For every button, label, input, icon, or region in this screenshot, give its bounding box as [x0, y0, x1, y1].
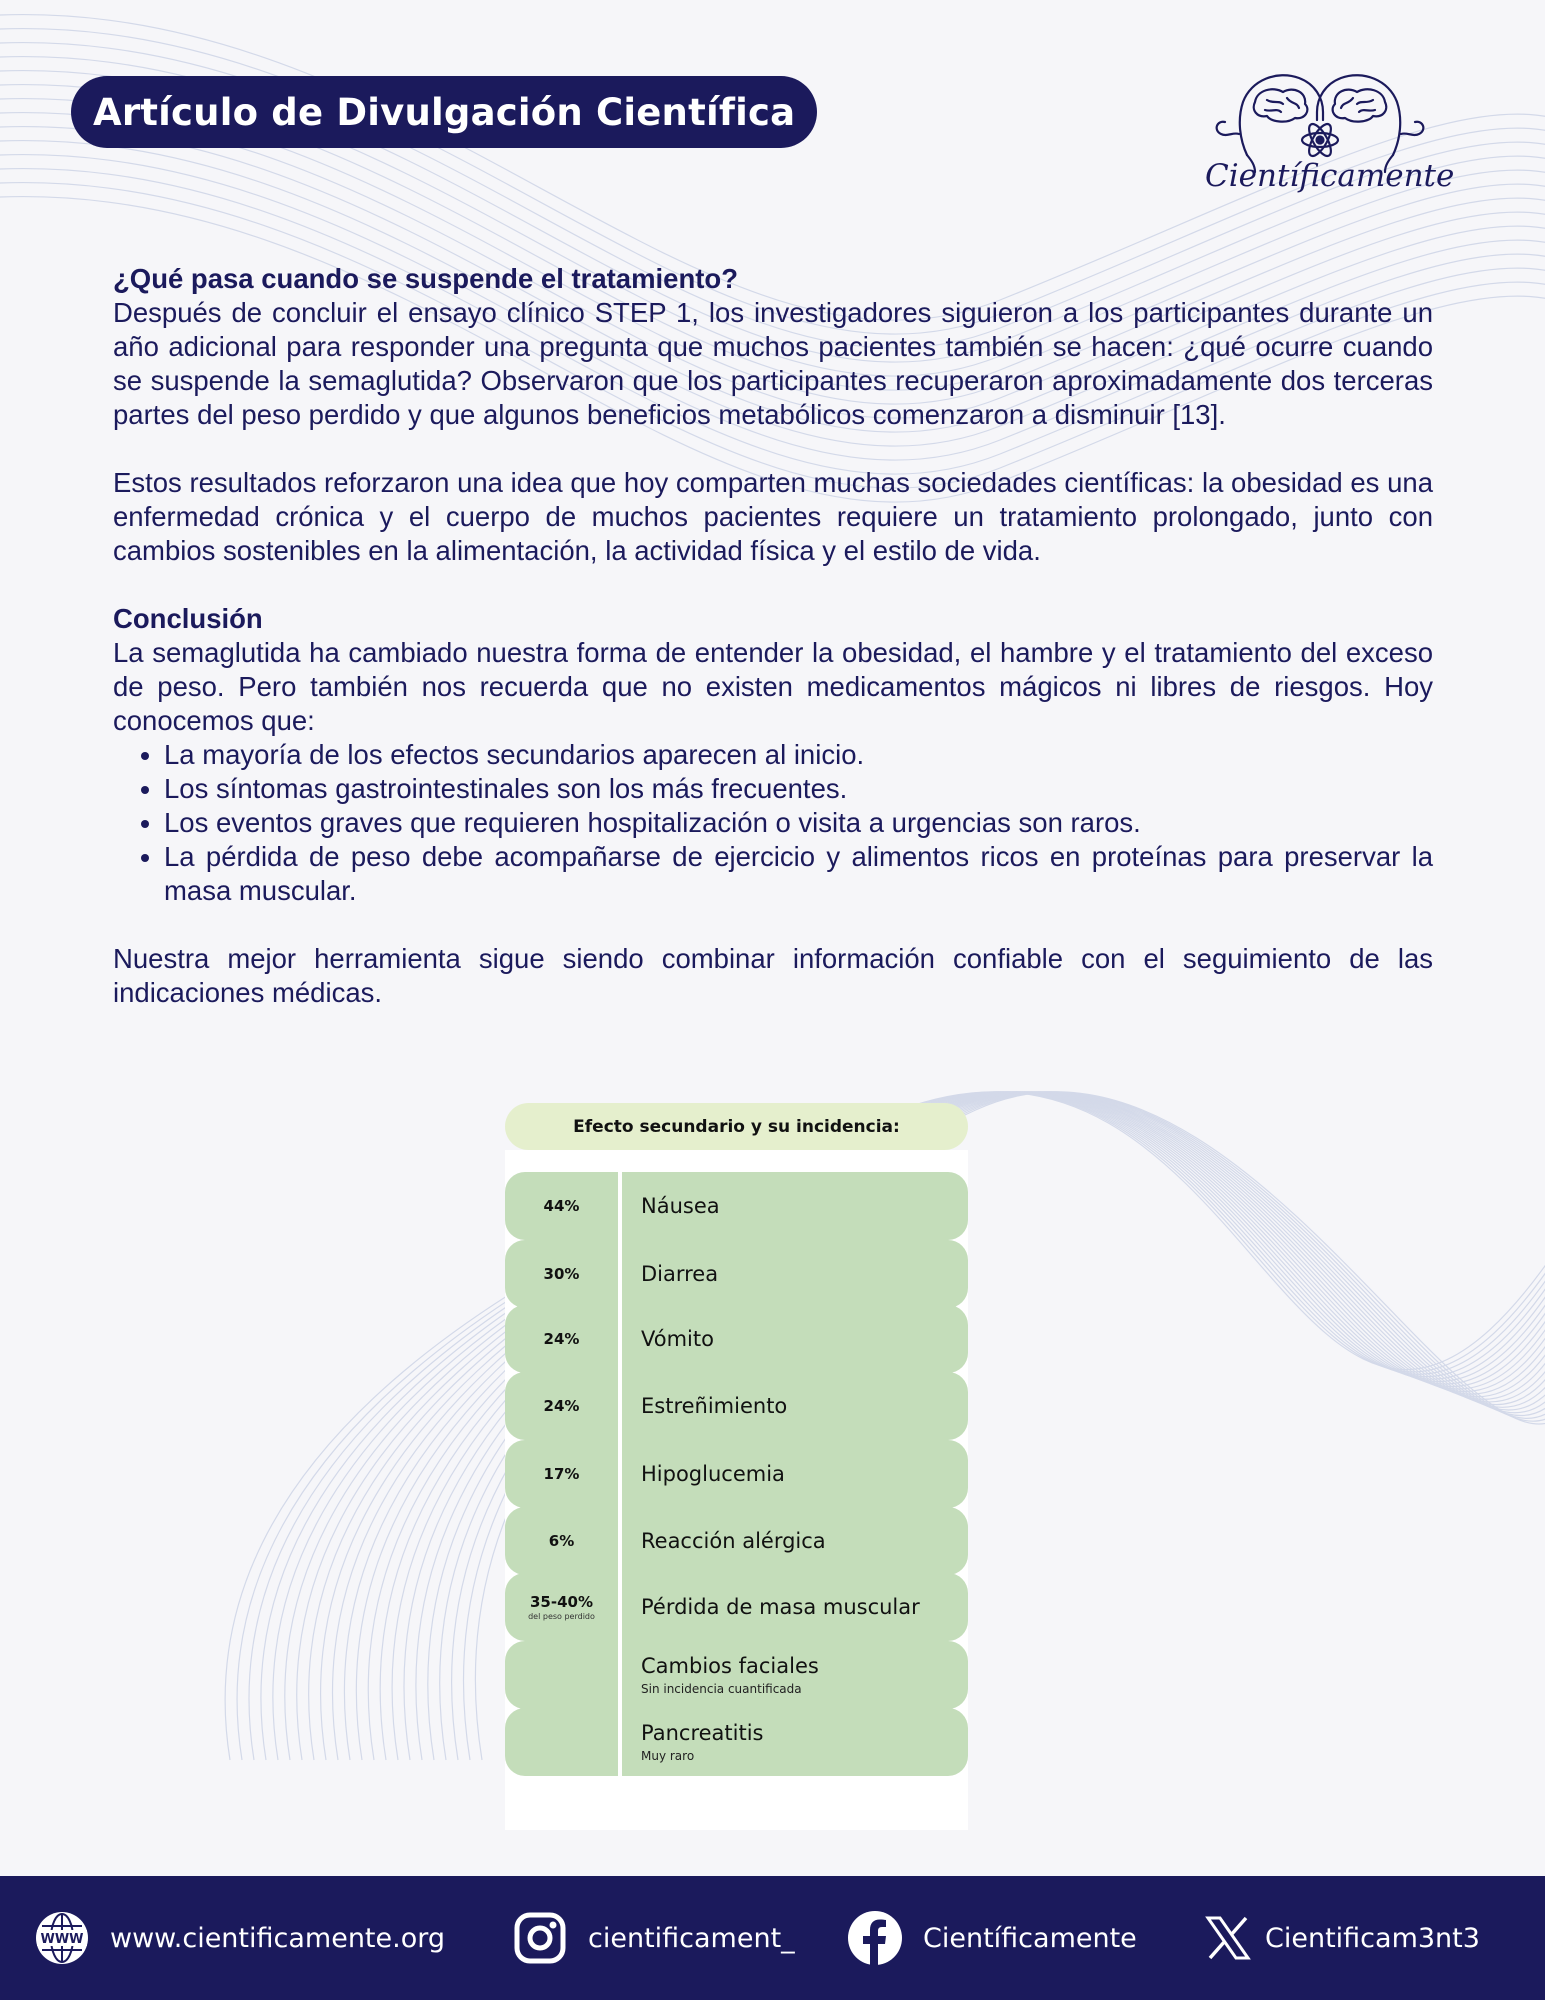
- effect-cell: [622, 1641, 819, 1709]
- list-item: • Los síntomas gastrointestinales son los más frecuentes.: [164, 772, 1433, 806]
- effect-name: Reacción alérgica: [641, 1529, 826, 1553]
- side-effects-table: [505, 1103, 968, 1830]
- table-row: [505, 1440, 968, 1508]
- incidence-cell: [505, 1641, 622, 1709]
- article-body: [113, 262, 1433, 1010]
- paragraph-chronic-disease: Estos resultados reforzaron una idea que hoy comparten muchas sociedades científicas: la obesidad es una enfermedad crónica y el cuerpo de muchos pacientes requiere un tratamiento prolongado, junto con cambios sostenibles en la alimentación, la actividad física y el estilo de vida.: [113, 467, 1433, 566]
- table-row: [505, 1305, 968, 1373]
- incidence-cell: [505, 1440, 622, 1508]
- effect-name: Náusea: [641, 1194, 720, 1218]
- incidence-cell: [505, 1172, 622, 1240]
- effect-cell: [622, 1240, 718, 1308]
- list-item: • La pérdida de peso debe acompañarse de ejercicio y alimentos ricos en proteínas para preservar la masa muscular.: [164, 840, 1433, 908]
- incidence-value: 44%: [543, 1197, 580, 1215]
- effect-cell: [622, 1573, 920, 1641]
- conclusion-list: [113, 738, 1433, 908]
- logo-text: Científicamente: [1205, 158, 1455, 194]
- table-row: [505, 1507, 968, 1575]
- incidence-value: 24%: [543, 1397, 580, 1415]
- facebook-icon: [847, 1910, 903, 1966]
- effect-note: Sin incidencia cuantificada: [641, 1682, 802, 1696]
- incidence-cell: [505, 1305, 622, 1373]
- website-link[interactable]: www.cientificamente.org: [110, 1922, 445, 1954]
- incidence-value: 17%: [543, 1465, 580, 1483]
- incidence-note: del peso perdido: [528, 1612, 595, 1621]
- table-row: [505, 1573, 968, 1641]
- incidence-cell: [505, 1573, 622, 1641]
- svg-text:WWW: WWW: [40, 1932, 84, 1947]
- incidence-cell: [505, 1507, 622, 1575]
- list-item: • Los eventos graves que requieren hospitalización o visita a urgencias son raros.: [164, 806, 1433, 840]
- incidence-value: 6%: [548, 1532, 575, 1550]
- footer-x[interactable]: [1205, 1876, 1480, 2000]
- effect-name: Diarrea: [641, 1262, 719, 1286]
- section-heading-conclusion: Conclusión: [113, 603, 263, 634]
- effect-cell: [622, 1507, 826, 1575]
- facebook-page[interactable]: Científicamente: [923, 1922, 1137, 1954]
- effect-name: Estreñimiento: [641, 1394, 788, 1418]
- paragraph-conclusion: La semaglutida ha cambiado nuestra forma de entender la obesidad, el hambre y el tratamiento del exceso de peso. Pero también nos recuerda que no existen medicamentos mágicos ni libres de riesgos. Hoy conocemos que:: [113, 637, 1433, 736]
- footer-instagram[interactable]: [512, 1876, 795, 2000]
- effect-name: Hipoglucemia: [641, 1462, 785, 1486]
- globe-icon: [34, 1910, 90, 1966]
- incidence-value: 35-40%: [529, 1593, 593, 1611]
- footer-website[interactable]: [34, 1876, 445, 2000]
- footer-facebook[interactable]: [847, 1876, 1137, 2000]
- section-heading-suspension: ¿Qué pasa cuando se suspende el tratamiento?: [113, 263, 739, 294]
- effect-cell: [622, 1372, 787, 1440]
- footer-bar: [0, 1876, 1545, 2000]
- table-row: [505, 1172, 968, 1240]
- incidence-cell: [505, 1240, 622, 1308]
- effect-name: Vómito: [641, 1327, 714, 1351]
- paragraph-step1: Después de concluir el ensayo clínico STEP 1, los investigadores siguieron a los participantes durante un año adicional para responder una pregunta que muchos pacientes también se hacen: ¿qué ocurre cuando se suspende la semaglutida? Observaron que los participantes recuperaron aproximadamente dos terceras partes del peso perdido y que algunos beneficios metabólicos comenzaron a disminuir [13].: [113, 297, 1433, 430]
- effect-note: Muy raro: [641, 1749, 695, 1763]
- list-item: • La mayoría de los efectos secundarios aparecen al inicio.: [164, 738, 1433, 772]
- incidence-value: 24%: [543, 1330, 580, 1348]
- instagram-icon: [512, 1910, 568, 1966]
- instagram-handle[interactable]: cientificament_: [588, 1922, 795, 1954]
- effect-cell: [622, 1172, 720, 1240]
- incidence-cell: [505, 1372, 622, 1440]
- table-row: [505, 1641, 968, 1709]
- x-icon: [1205, 1915, 1251, 1961]
- effect-name: Cambios faciales: [641, 1654, 819, 1678]
- x-handle[interactable]: Cientificam3nt3: [1265, 1922, 1480, 1954]
- table-row: [505, 1372, 968, 1440]
- effect-name: Pancreatitis: [641, 1721, 764, 1745]
- paragraph-closing: Nuestra mejor herramienta sigue siendo combinar información confiable con el seguimiento de las indicaciones médicas.: [113, 943, 1433, 1008]
- effect-cell: [622, 1440, 785, 1508]
- incidence-value: 30%: [543, 1265, 580, 1283]
- table-body: [505, 1150, 968, 1830]
- page-title: Artículo de Divulgación Científica: [71, 76, 817, 148]
- table-row: [505, 1240, 968, 1308]
- effect-name: Pérdida de masa muscular: [641, 1595, 920, 1619]
- table-row: [505, 1708, 968, 1776]
- incidence-cell: [505, 1708, 622, 1776]
- effect-cell: [622, 1305, 714, 1373]
- effect-cell: [622, 1708, 763, 1776]
- table-title: Efecto secundario y su incidencia:: [505, 1103, 968, 1150]
